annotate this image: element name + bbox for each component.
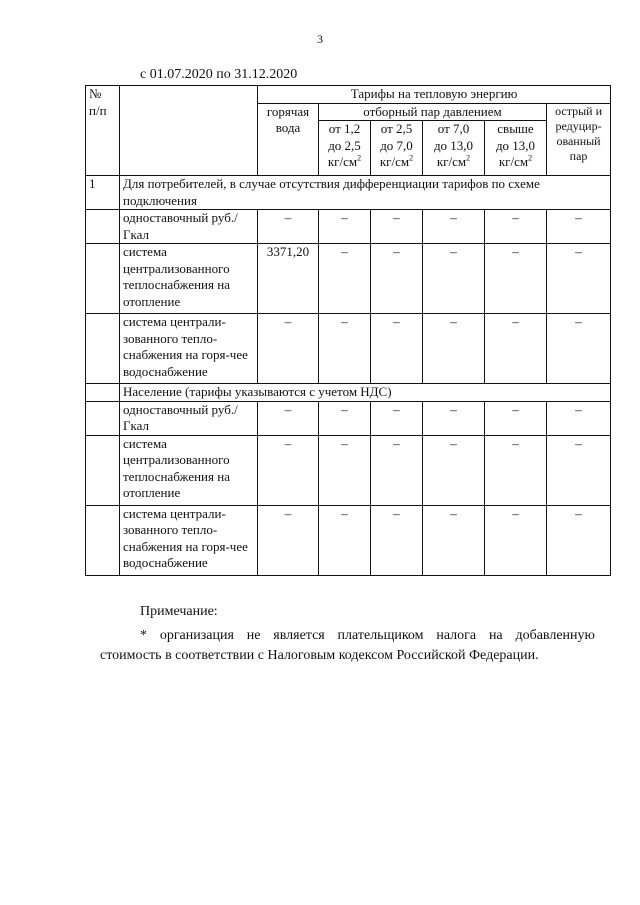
header-pressure-4: свыше до 13,0 $кг/см^2$ (485, 121, 547, 176)
cell-hot: 3371,20 (258, 244, 319, 314)
header-number: № п/п (86, 86, 120, 176)
table-row (86, 244, 611, 314)
section-1-title: Для потребителей, в случае отсутствия дифференциации тарифов по схеме подключения (120, 176, 611, 210)
note-line-2: стоимость в соответствии с Налоговым кодексом Российской Федерации. (100, 648, 539, 663)
table-row (86, 314, 611, 384)
cell-p1: – (319, 314, 371, 384)
section-1-number: 1 (86, 176, 120, 210)
cell-sharp: – (547, 505, 611, 575)
table-row (86, 210, 611, 244)
cell-sharp: – (547, 244, 611, 314)
tariff-period: с 01.07.2020 по 31.12.2020 (140, 67, 298, 82)
cell-hot: – (258, 505, 319, 575)
cell-hot: – (258, 210, 319, 244)
cell-p3: – (423, 401, 485, 435)
row-label: система централизованного теплоснабжения на отопление (120, 435, 258, 505)
tariff-table (85, 85, 611, 576)
cell-p4: – (485, 210, 547, 244)
row-label: одноставочный руб./Гкал (120, 401, 258, 435)
cell-p2: – (371, 435, 423, 505)
cell-p1: – (319, 505, 371, 575)
cell-p4: – (485, 505, 547, 575)
cell-p2: – (371, 401, 423, 435)
note-title: Примечание: (140, 604, 218, 619)
header-tariffs: Тарифы на тепловую энергию (258, 86, 611, 104)
cell-p4: – (485, 314, 547, 384)
note-line-1: * организация не является плательщиком налога на добавленную (140, 628, 595, 643)
header-pressure-2: от 2,5 до 7,0 $кг/см^2$ (371, 121, 423, 176)
section-2-title: Население (тарифы указываются с учетом НДС) (120, 384, 611, 402)
cell-p2: – (371, 505, 423, 575)
table-row (86, 505, 611, 575)
header-pressure-3: от 7,0 до 13,0 $кг/см^2$ (423, 121, 485, 176)
cell-p3: – (423, 505, 485, 575)
cell-p2: – (371, 210, 423, 244)
cell-p2: – (371, 244, 423, 314)
cell-sharp: – (547, 314, 611, 384)
row-label: система централизованного теплоснабжения на отопление (120, 244, 258, 314)
cell-p4: – (485, 435, 547, 505)
cell-p1: – (319, 435, 371, 505)
cell-p4: – (485, 401, 547, 435)
table-row (86, 401, 611, 435)
cell-p2: – (371, 314, 423, 384)
cell-p3: – (423, 314, 485, 384)
cell-hot: – (258, 435, 319, 505)
header-pressure-1: от 1,2 до 2,5 $кг/см^2$ (319, 121, 371, 176)
cell-p4: – (485, 244, 547, 314)
cell-p1: – (319, 244, 371, 314)
cell-sharp: – (547, 401, 611, 435)
cell-p1: – (319, 401, 371, 435)
header-steam-group: отборный пар давлением (319, 103, 547, 121)
row-label: система централи-зованного тепло-снабжения на горя-чее водоснабжение (120, 314, 258, 384)
cell-p3: – (423, 210, 485, 244)
page-number: 3 (317, 32, 323, 46)
header-sharp-steam: острый и редуцир- ованный пар (547, 103, 611, 176)
note-body (100, 626, 595, 666)
cell-hot: – (258, 401, 319, 435)
cell-p1: – (319, 210, 371, 244)
row-label: система централи-зованного тепло-снабжения на горя-чее водоснабжение (120, 505, 258, 575)
cell-hot: – (258, 314, 319, 384)
cell-p3: – (423, 244, 485, 314)
cell-p3: – (423, 435, 485, 505)
row-label: одноставочный руб./Гкал (120, 210, 258, 244)
cell-sharp: – (547, 435, 611, 505)
cell-sharp: – (547, 210, 611, 244)
header-consumer (120, 86, 258, 176)
table-row (86, 435, 611, 505)
header-hot-water: горячая вода (258, 103, 319, 176)
